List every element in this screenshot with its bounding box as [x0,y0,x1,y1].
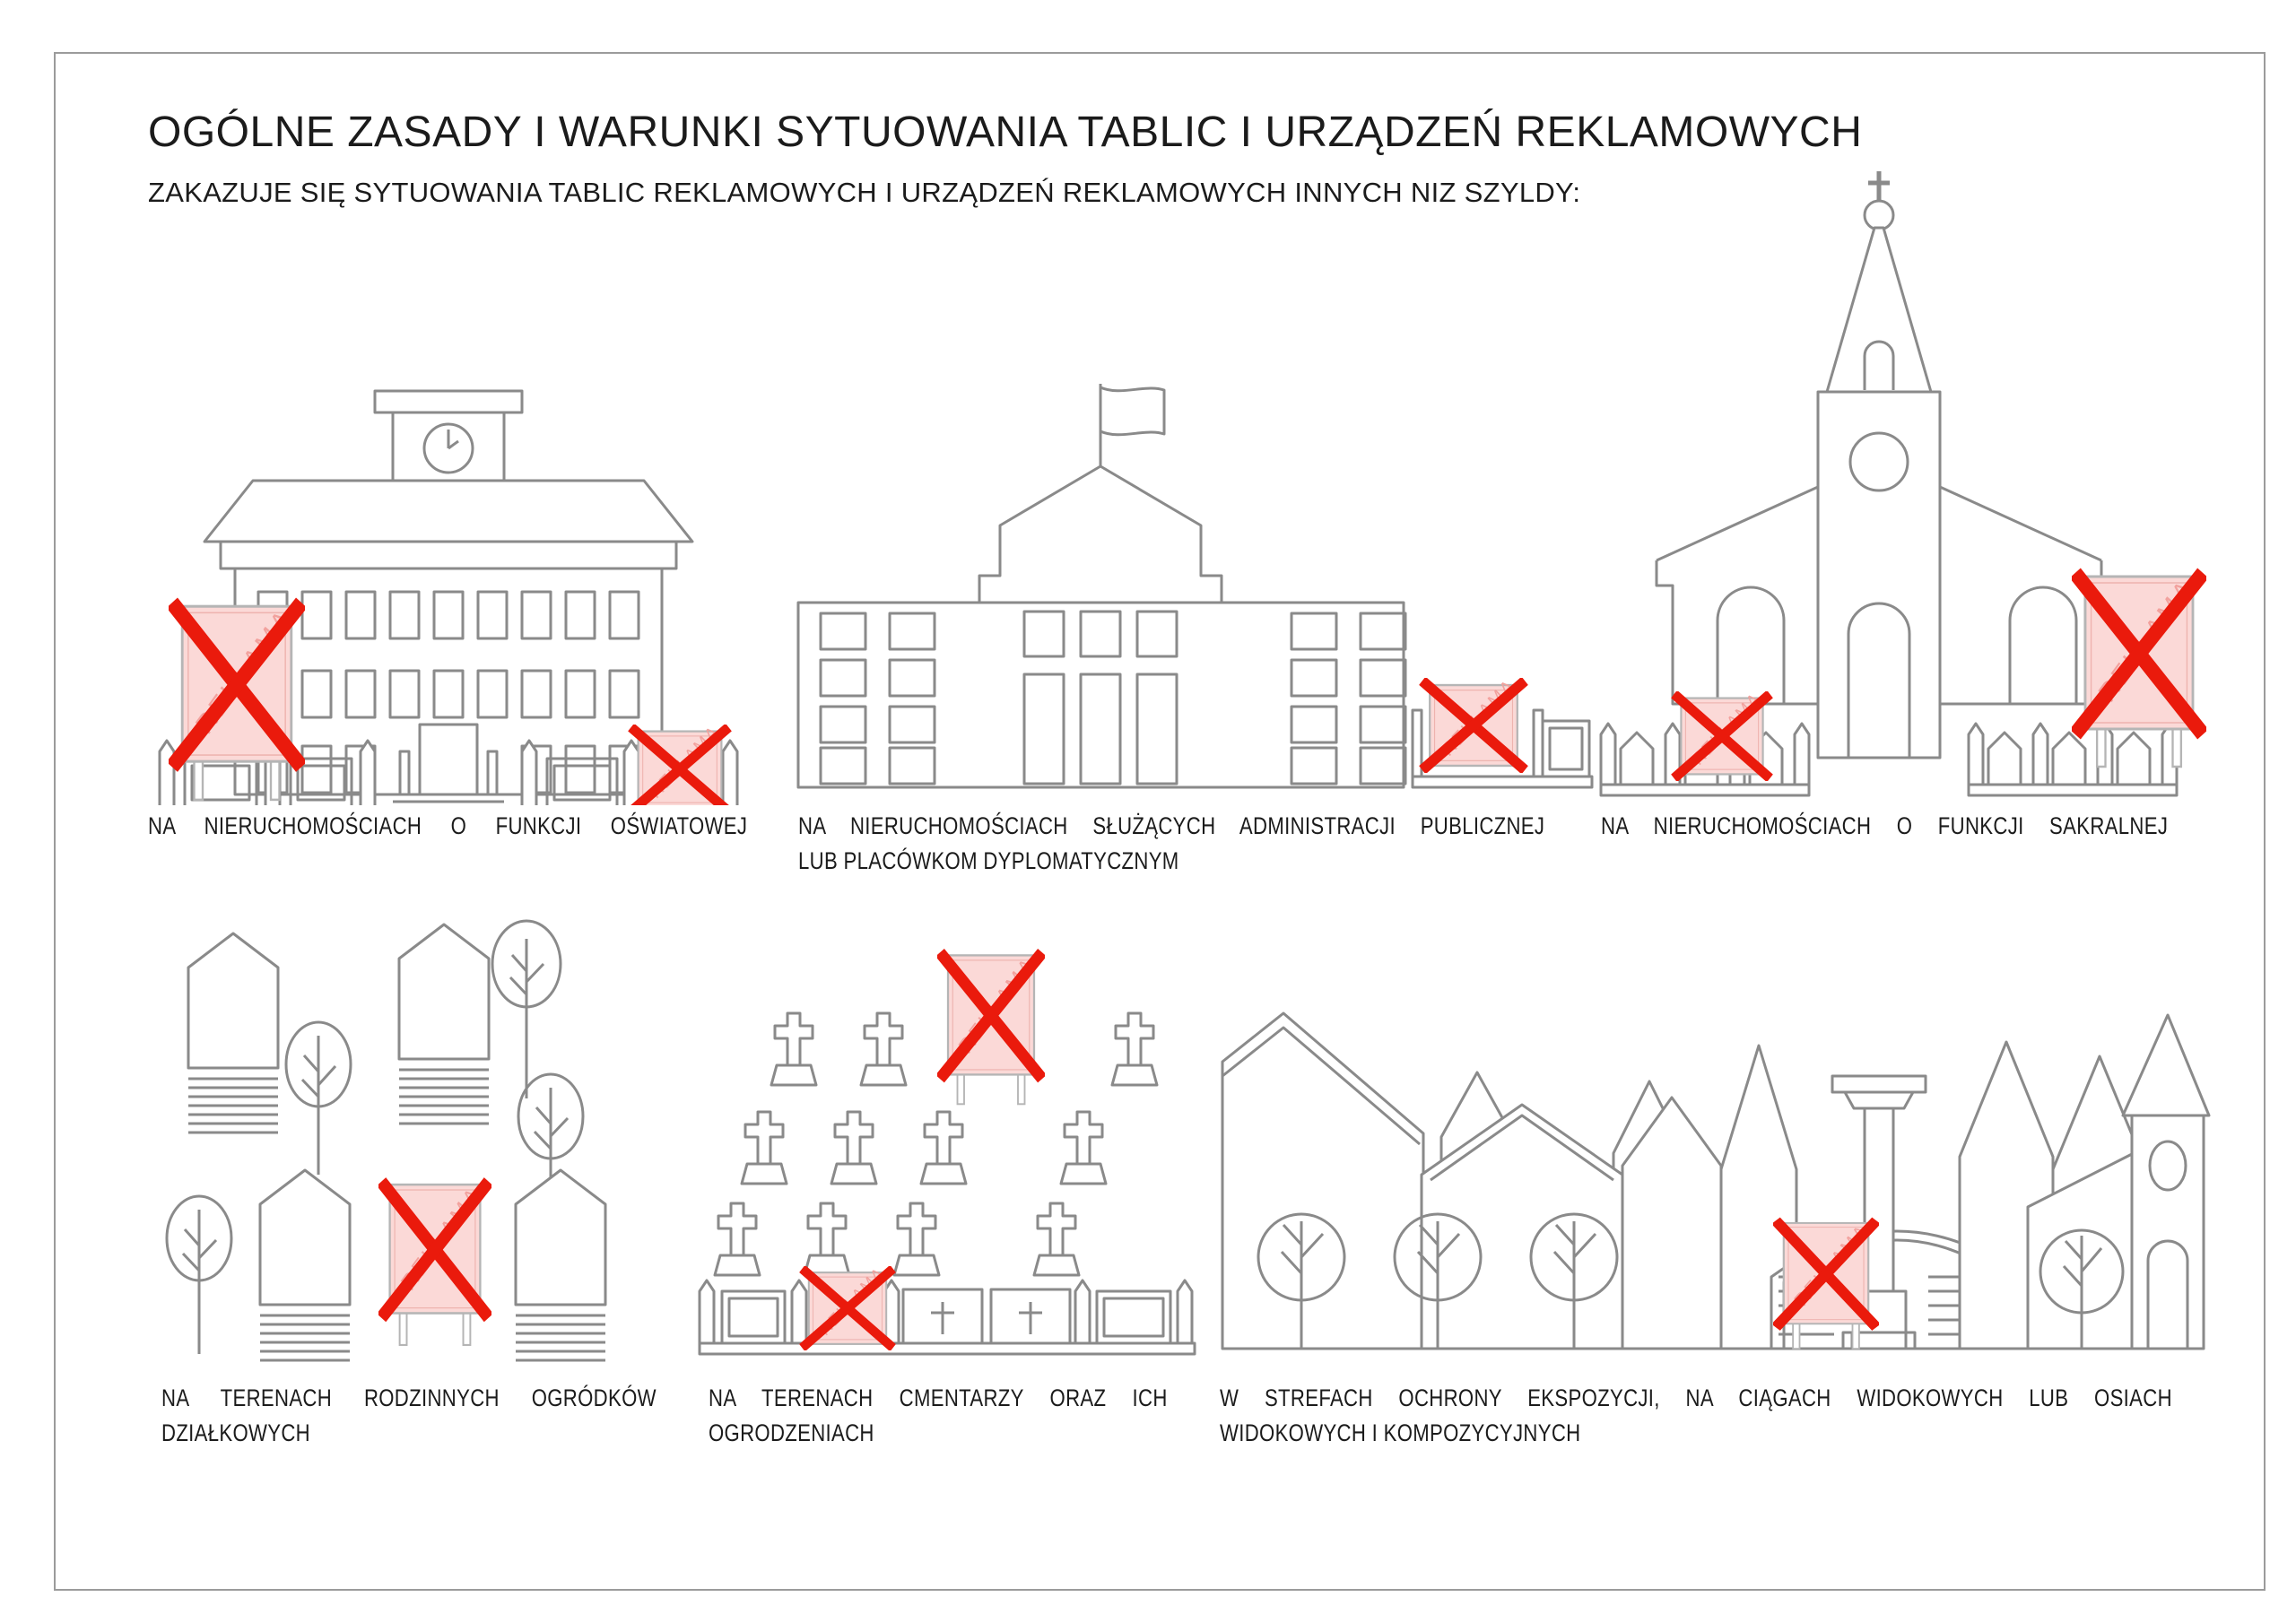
figure-caption-church [1601,809,2168,844]
caption-line: NA TERENACH CMENTARZY ORAZ ICH [709,1384,1168,1411]
cross-gravestone-icon [1112,1013,1157,1085]
gravestones [715,1013,1157,1275]
figure-caption-administration [798,809,1544,879]
cross-icon [1868,171,1890,200]
crossed-ad-board-icon [631,723,729,805]
figure-caption-school [148,809,747,844]
fence-icon [700,1280,1195,1354]
caption-line: NA NIERUCHOMOŚCIACH SŁUŻĄCYCH ADMINISTRACJI PUBLICZNEJ [798,812,1545,839]
crossed-ad-board-icon [381,1182,489,1345]
garden-house-icon [188,933,278,1133]
cross-gravestone-icon [804,1203,849,1275]
caption-line: WIDOKOWYCH I KOMPOZYCYJNYCH [1220,1419,1581,1446]
figure-school-illustration [135,366,762,805]
crossed-ad-board-icon [802,1263,892,1348]
gate-with-cross-icon [991,1289,1070,1343]
tree-icon [167,1196,231,1354]
tree-icon [492,921,561,1098]
caption-line: NA NIERUCHOMOŚCIACH O FUNKCJI OŚWIATOWEJ [148,812,748,839]
caption-line: NA TERENACH RODZINNYCH OGRÓDKÓW [161,1384,657,1411]
church-building-icon [1657,171,2101,758]
cross-gravestone-icon [861,1013,906,1085]
figure-church-illustration [1583,166,2211,798]
garden-house-icon [516,1170,605,1360]
caption-line: LUB PLACÓWKOM DYPLOMATYCZNYM [798,847,1179,874]
city-buildings-icon [1222,1013,1796,1349]
crossed-ad-board-icon [1422,676,1525,770]
figure-administration-illustration [789,350,1596,798]
caption-line: W STREFACH OCHRONY EKSPOZYCJI, NA CIĄGACH WIDOKOWYCH LUB OSIACH [1220,1384,2172,1411]
flag-icon [1100,387,1164,435]
cross-gravestone-icon [1034,1203,1079,1275]
tree-icon [286,1022,351,1175]
cross-gravestone-icon [771,1013,816,1085]
figure-gardens-illustration [135,892,726,1366]
cross-gravestone-icon [715,1203,760,1275]
caption-line: DZIAŁKOWYCH [161,1419,310,1446]
cross-gravestone-icon [831,1112,876,1184]
figure-caption-cemetery [709,1381,1168,1451]
caption-line: OGRODZENIACH [709,1419,874,1446]
figure-cityscape-illustration [1215,961,2211,1358]
caption-line: NA NIERUCHOMOŚCIACH O FUNKCJI SAKRALNEJ [1601,812,2169,839]
crossed-ad-board-icon [940,952,1042,1104]
cross-gravestone-icon [894,1203,939,1275]
page-title: OGÓLNE ZASADY I WARUNKI SYTUOWANIA TABLIC I URZĄDZEŃ REKLAMOWYCH [148,108,1863,156]
figure-cemetery-illustration [695,933,1211,1361]
figure-caption-gardens [161,1381,657,1451]
cross-gravestone-icon [1061,1112,1106,1184]
crossed-ad-board-icon [1674,690,1770,778]
gate-with-cross-icon [903,1289,982,1343]
cross-gravestone-icon [921,1112,966,1184]
garden-house-icon [260,1170,350,1360]
garden-house-icon [399,924,489,1124]
page-subtitle: ZAKAZUJE SIĘ SYTUOWANIA TABLIC REKLAMOWYCH I URZĄDZEŃ REKLAMOWYCH INNYCH NIZ SZYLDY: [148,177,1581,208]
cross-gravestone-icon [742,1112,787,1184]
figure-caption-view-protection [1220,1381,2172,1451]
administration-building-icon [798,384,1405,787]
